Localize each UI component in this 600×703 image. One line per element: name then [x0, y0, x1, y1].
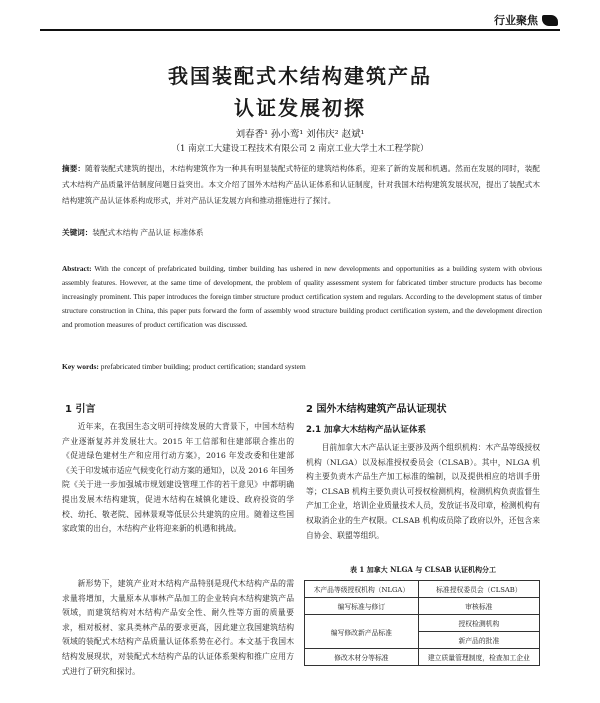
- section-label: [494, 12, 558, 28]
- table-cell: 编写标准与修订: [305, 598, 419, 615]
- abstract-en-label: Abstract:: [62, 264, 92, 273]
- affiliations: （1 南京工大建设工程技术有限公司 2 南京工业大学土木工程学院）: [171, 144, 429, 154]
- keywords-cn: [62, 227, 204, 238]
- abstract-cn-label: 摘要：: [62, 164, 86, 173]
- certification-table: [304, 580, 540, 666]
- title-line-1: 我国装配式木结构建筑产品: [168, 64, 432, 88]
- section-2-paragraph-1: [306, 441, 540, 543]
- table-cell: 编写修改新产品标准: [305, 615, 419, 649]
- section-1-paragraph-1: [62, 420, 294, 537]
- keywords-en: [62, 362, 306, 371]
- table-cell: 授权检测机构: [418, 615, 539, 632]
- section-2-heading: 2 国外木结构建筑产品认证现状: [306, 404, 447, 415]
- keywords-cn-text: 装配式木结构 产品认证 标准体系: [92, 228, 204, 237]
- abstract-cn-text: 随着装配式建筑的提出，木结构建筑作为一种具有明显装配式特征的建筑结构体系，迎来了新的发展和机遇。然而在发展的同时，装配式木结构产品质量评估制度问题日益突出。本文介绍了国外木结构产品认证体系和认证制度，针对我国木结构建筑发展状况，提出了装配式木结构建筑产品认证体系构成形式，并对产品认证发展方向和推动措施进行了探讨。: [62, 164, 540, 205]
- section-1-paragraph-2-text: 新形势下，建筑产业对木结构产品特别是现代木结构产品的需求量将增加，大量原本从事林产品加工的企业转向木结构建筑产品领域，而建筑结构对木结构产品安全性、耐久性等方面的质量要求，相对板材、家具类林产品的要求更高，因此建立我国建筑结构领域的装配式木结构产品质量认证体系势在必行。本文基于我国木结构发展现状，对装配式木结构产品的认证体系架构和推广应用方式进行了研究和探讨。: [62, 579, 294, 676]
- keywords-en-text: prefabricated timber building; product certification; standard system: [100, 362, 306, 371]
- keywords-cn-label: 关键词：: [62, 228, 93, 237]
- abstract-en: [62, 262, 542, 332]
- abstract-cn: [62, 161, 540, 209]
- authors: 刘春香¹ 孙小鸾¹ 刘伟庆² 赵斌¹: [235, 129, 365, 140]
- table-header-clsab: 标准授权委员会（CLSAB）: [418, 581, 539, 598]
- table-cell: 修改木材分等标准: [305, 649, 419, 666]
- table-cell: 审核标准: [418, 598, 539, 615]
- section-1-paragraph-1-text: 近年来，在我国生态文明可持续发展的大背景下，中国木结构产业逐渐复苏并发展壮大。2015 年工信部和住建部联合推出的《促进绿色建材生产和应用行动方案》，2016 年发改委和住建部《关于印发城市适应气候变化行动方案的通知》，以及 2016 年国务院《关于进一步加强城市规划建设管理工作的若干意见》中都明确提出发展木结构建筑，促进木结构在城镇化建设、政府投资的学校、幼托、敬老院、园林景观等低层公共建筑的应用。随着这些国家政策的出台，木结构产业将迎来新的机遇和挑战。: [62, 422, 294, 534]
- section-label-text: 行业聚焦: [494, 14, 538, 27]
- title-line-2: 认证发展初探: [234, 96, 366, 120]
- section-1-paragraph-2: [62, 577, 294, 679]
- section-2-1-heading: 2.1 加拿大木结构产品认证体系: [306, 425, 427, 435]
- table-cell: 建立质量管理制度，检查加工企业: [418, 649, 539, 666]
- section-2-paragraph-1-text: 目前加拿大木产品认证主要涉及两个组织机构：木产品等级授权机构（NLGA）以及标准授权委员会（CLSAB）。其中，NLGA 机构主要负责木产品生产加工标准的编制，以及提供相应的培训手册等；CLSAB 机构主要负责认可授权检测机构，检测机构负责监督生产加工企业，培训企业质量技术人员，发放证书及印章，检测机构有权取消企业的生产权限。CLSAB 机构成员除了政府以外，还包含来自协会、联盟等组织。: [306, 443, 540, 540]
- section-1-heading: 1 引言: [65, 404, 96, 415]
- logo-icon: [542, 15, 558, 26]
- abstract-en-text: With the concept of prefabricated building, timber building has ushered in new developments and opportunities as a building system with obvious assembly features. However, at the same time of development, the problem of quality assessment system for fabricated timber structure products has become increasingly prominent. This paper introduces the foreign timber structure product certification system and regulars. According to the development status of timber structure construction in China, this paper puts forward the form of assembly wood structure building product certification system, and the development direction and promotion measures of product certification was discussed.: [62, 264, 542, 329]
- table-cell: 新产品的批准: [418, 632, 539, 649]
- keywords-en-label: Key words:: [62, 362, 99, 371]
- table-header-nlga: 木产品等级授权机构（NLGA）: [305, 581, 419, 598]
- header-rule: [40, 29, 560, 31]
- table-caption: 表 1 加拿大 NLGA 与 CLSAB 认证机构分工: [349, 565, 497, 574]
